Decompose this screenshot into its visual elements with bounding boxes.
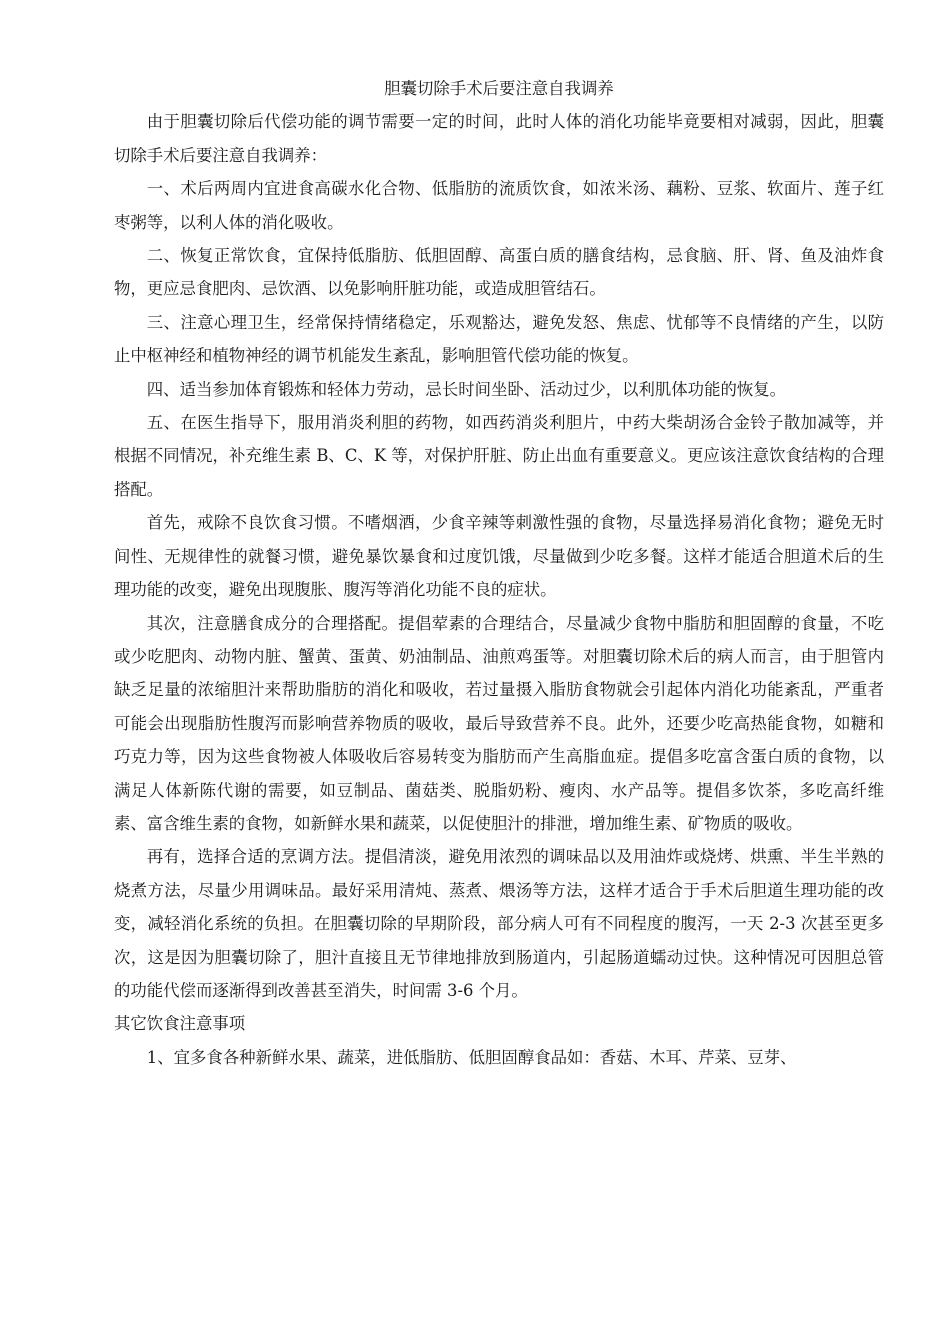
paragraph-point-4: 四、适当参加体育锻炼和轻体力劳动，忌长时间坐卧、活动过少，以利肌体功能的恢复。 [146,379,787,399]
paragraph-point-5: 五、在医生指导下，服用消炎利胆的药物，如西药消炎利胆片，中药大柴胡汤合金铃子散加减等，并根据不同情况，补充维生素 B、C、K 等，对保护肝脏、防止出血有重要意义。更应该注意饮食结构的合理搭配。 [114,413,884,499]
paragraph-intro: 由于胆囊切除后代偿功能的调节需要一定的时间，此时人体的消化功能毕竟要相对减弱，因此，胆囊切除手术后要注意自我调养： [114,112,884,165]
document-body [114,72,884,1074]
paragraph-point-2: 二、恢复正常饮食，宜保持低脂肪、低胆固醇、高蛋白质的膳食结构，忌食脑、肝、肾、鱼及油炸食物，更应忌食肥肉、忌饮酒、以免影响肝脏功能，或造成胆管结石。 [114,246,884,299]
document-title: 胆囊切除手术后要注意自我调养 [384,79,614,98]
paragraph-point-1: 一、术后两周内宜进食高碳水化合物、低脂肪的流质饮食，如浓米汤、藕粉、豆浆、软面片、莲子红枣粥等，以利人体的消化吸收。 [114,179,884,232]
paragraph-third: 再有，选择合适的烹调方法。提倡清淡，避免用浓烈的调味品以及用油炸或烧烤、烘熏、半生半熟的烧煮方法，尽量少用调味品。最好采用清炖、蒸煮、煨汤等方法，这样才适合于手术后胆道生理功能的改变，减轻消化系统的负担。在胆囊切除的早期阶段，部分病人可有不同程度的腹泻，一天 2-3 次甚至更多次，这是因为胆囊切除了，胆汁直接且无节律地排放到肠道内，引起肠道蠕动过快。这种情况可因胆总管的功能代偿而逐渐得到改善甚至消失，时间需 3-6 个月。 [114,847,884,1000]
paragraph-point-3: 三、注意心理卫生，经常保持情绪稳定，乐观豁达，避免发怒、焦虑、忧郁等不良情绪的产生，以防止中枢神经和植物神经的调节机能发生紊乱，影响胆管代偿功能的恢复。 [114,312,884,366]
list-item: 1、宜多食各种新鲜水果、蔬菜，进低脂肪、低胆固醇食品如：香菇、木耳、芹菜、豆芽、 [146,1047,797,1067]
paragraph-first: 首先，戒除不良饮食习惯。不嗜烟酒，少食辛辣等刺激性强的食物，尽量选择易消化食物；避免无时间性、无规律性的就餐习惯，避免暴饮暴食和过度饥饿，尽量做到少吃多餐。这样才能适合胆道术后的生理功能的改变，避免出现腹胀、腹泻等消化功能不良的症状。 [114,513,884,600]
section-subheading: 其它饮食注意事项 [114,1014,246,1034]
paragraph-second: 其次，注意膳食成分的合理搭配。提倡荤素的合理结合，尽量减少食物中脂肪和胆固醇的食量，不吃或少吃肥肉、动物内脏、蟹黄、蛋黄、奶油制品、油煎鸡蛋等。对胆囊切除术后的病人而言，由于胆管内缺乏足量的浓缩胆汁来帮助脂肪的消化和吸收，若过量摄入脂肪食物就会引起体内消化功能紊乱，严重者可能会出现脂肪性腹泻而影响营养物质的吸收，最后导致营养不良。此外，还要少吃高热能食物，如糖和巧克力等，因为这些食物被人体吸收后容易转变为脂肪而产生高脂血症。提倡多吃富含蛋白质的食物，以满足人体新陈代谢的需要，如豆制品、菌菇类、脱脂奶粉、瘦肉、水产品等。提倡多饮茶，多吃高纤维素、富含维生素的食物，如新鲜水果和蔬菜，以促使胆汁的排泄，增加维生素、矿物质的吸收。 [114,613,884,833]
